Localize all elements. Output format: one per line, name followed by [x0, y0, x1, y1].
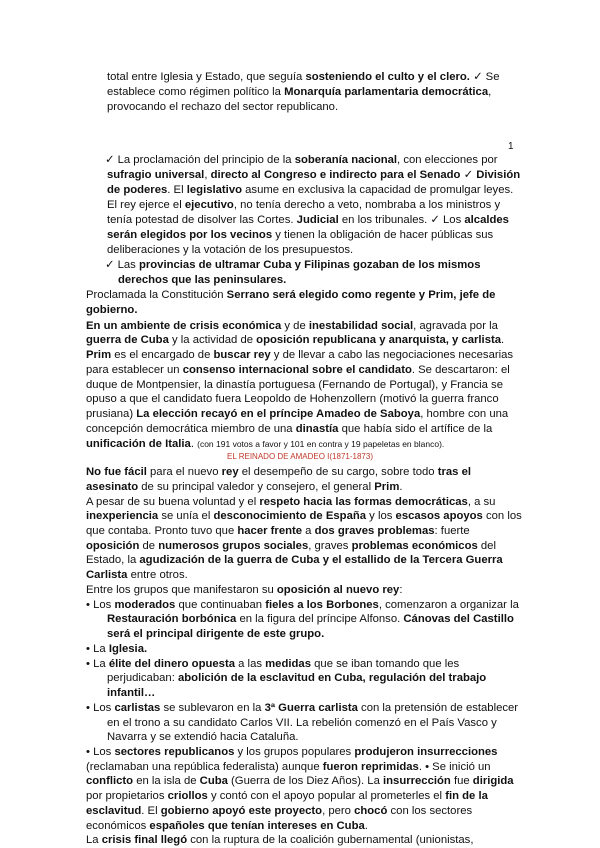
text-line: provocando el rechazo del sector republicano. — [107, 101, 339, 113]
text-line: serán elegidos por los vecinos y tienen la obligación de hacer públicas sus — [107, 229, 494, 241]
text-line: oposición de numerosos grupos sociales, graves problemas económicos del — [86, 539, 496, 552]
list-item: • Los moderados que continuaban fieles a los Borbones, comenzaron a organizar la — [86, 598, 519, 611]
text-line: establece como régimen político la Monarquía parlamentaria democrática, — [107, 86, 492, 98]
text-line: de poderes. El legislativo asume en exclusiva la capacidad de promulgar leyes. — [107, 184, 514, 196]
text-line: inexperiencia se unía el desconocimiento de España y los escasos apoyos con los — [86, 510, 522, 523]
text-line: Proclamada la Constitución Serrano será elegido como regente y Prim, jefe de — [86, 289, 496, 301]
text-line: ✓ La proclamación del principio de la soberanía nacional, con elecciones por — [105, 154, 498, 166]
text-line: en el trono a su candidato Carlos VII. La rebelión comenzó en el País Vasco y — [107, 716, 497, 729]
text-line: tenía potestad de disolver las Cortes. Judicial en los tribunales. ✓ Los alcaldes — [107, 214, 509, 226]
text-line: sufragio universal, directo al Congreso e indirecto para el Senado ✓ División — [107, 169, 521, 181]
text-line: (reclamaban una república federalista) aunque fueron reprimidas. • Se inició un — [86, 760, 491, 773]
section-heading: EL REINADO DE AMADEO I(1871-1873) — [227, 452, 373, 462]
text-line: infantil… — [107, 687, 156, 699]
text-line: Restauración borbónica en la figura del príncipe Alfonso. Cánovas del Castillo — [107, 613, 514, 626]
text-line: que contaba. Pronto tuvo que hacer frente a dos graves problemas: fuerte — [86, 524, 470, 537]
text-line: por propietarios criollos y contó con el apoyo popular al prometerles el fin de la — [86, 790, 488, 803]
text-line: unificación de Italia. (con 191 votos a favor y 101 en contra y 19 papeletas en blanco). — [86, 437, 445, 450]
list-item: • Los carlistas se sublevaron en la 3ª Guerra carlista con la pretensión de establecer — [86, 701, 519, 714]
list-item: • La élite del dinero opuesta a las medidas que se iban tomando que les — [86, 657, 460, 670]
text-line: económicos españoles que tenían intereses en Cuba. — [86, 819, 368, 832]
text-line: prusiana) La elección recayó en el príncipe Amadeo de Saboya, hombre con una — [86, 408, 509, 421]
text-line: En un ambiente de crisis económica y de inestabilidad social, agravada por la — [86, 319, 498, 332]
text-line: Prim es el encargado de buscar rey y de llevar a cabo las negociaciones necesarias — [86, 349, 514, 362]
text-line: A pesar de su buena voluntad y el respeto hacia las formas democráticas, a su — [86, 495, 496, 508]
text-line: Entre los grupos que manifestaron su oposición al nuevo rey: — [86, 583, 403, 596]
text-line: derechos que las peninsulares. — [118, 274, 287, 286]
text-line: para establecer un consenso internacional sobre el candidato. Se descartaron: el — [86, 363, 510, 376]
text-line: deliberaciones y la votación de los presupuestos. — [107, 244, 354, 256]
text-line: No fue fácil para el nuevo rey el desempeño de su cargo, sobre todo tras el — [86, 466, 471, 478]
list-item: • Los sectores republicanos y los grupos populares produjeron insurrecciones — [86, 745, 498, 758]
text-line: El rey ejerce el ejecutivo, no tenía derecho a veto, nombraba a los ministros y — [107, 199, 501, 211]
text-line: asesinato de su principal valedor y consejero, el general Prim. — [86, 480, 403, 493]
text-line: guerra de Cuba y la actividad de oposición republicana y anarquista, y carlista. — [86, 334, 505, 347]
text-line: Estado, la agudización de la guerra de Cuba y el estallido de la Tercera Guerra — [86, 554, 503, 567]
text-line: La crisis final llegó con la ruptura de la coalición gubernamental (unionistas, — [86, 834, 474, 847]
text-line: concepción democrática miembro de una dinastía que había sido el artífice de la — [86, 422, 493, 435]
text-line: esclavitud. El gobierno apoyó este proyecto, pero chocó con los sectores — [86, 804, 473, 817]
list-item: • La Iglesia. — [86, 642, 148, 655]
text-line: total entre Iglesia y Estado, que seguía sosteniendo el culto y el clero. ✓ Se — [107, 71, 500, 83]
text-line: ✓ Las provincias de ultramar Cuba y Filipinas gozaban de los mismos — [105, 259, 481, 271]
page-number: 1 — [508, 141, 514, 152]
text-line: Navarra y se extendió hacia Cataluña. — [107, 731, 299, 744]
text-line: Carlista entre otros. — [86, 569, 188, 582]
text-line: perjudicaban: abolición de la esclavitud en Cuba, regulación del trabajo — [107, 672, 487, 685]
text-line: conflicto en la isla de Cuba (Guerra de los Diez Años). La insurrección fue dirigida — [86, 775, 514, 788]
text-line: opuso a que el candidato fuera Leopoldo de Hohenzollern (motivó la guerra franco — [86, 393, 499, 406]
text-line: gobierno. — [86, 303, 138, 316]
text-line: duque de Montpensier, la dinastía portuguesa (Fernando de Portugal), y Francia se — [86, 378, 503, 391]
text-line: será el principal dirigente de este grupo. — [107, 628, 325, 641]
